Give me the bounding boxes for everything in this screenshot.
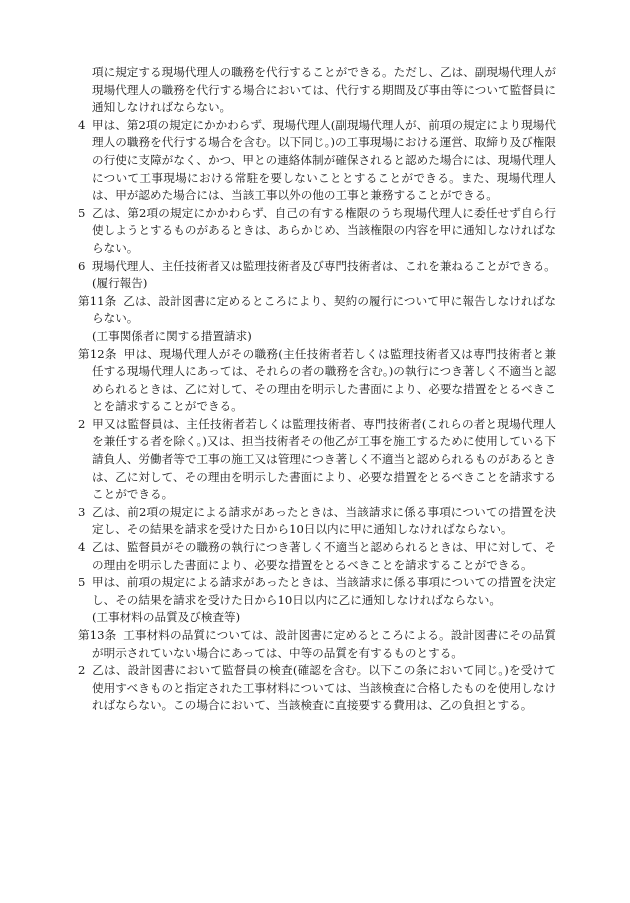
clause-4 (78, 117, 556, 205)
clause-text: 甲は、前項の規定による請求があったときは、当該請求に係る事項についての措置を決定し、その結果を請求を受けた日から10日以内に乙に通知しなければならない。 (92, 575, 556, 607)
clause-6 (78, 258, 556, 276)
article-13 (78, 627, 556, 662)
article-number: 第12条 (78, 346, 117, 361)
article-text: 甲は、現場代理人がその職務(主任技術者若しくは監理技術者又は専門技術者と兼任する現場代理人にあっては、それらの者の職務を含む。)の執行につき著しく不適当と認められるときは、乙に対して、その理由を明示した書面により、必要な措置をとるべきことを請求することができる。 (92, 346, 556, 414)
clause-12-3 (78, 504, 556, 539)
clause-text: 乙は、監督員がその職務の執行につき著しく不適当と認められるときは、甲に対して、その理由を明示した書面により、必要な措置をとるべきことを請求することができる。 (92, 540, 556, 572)
clause-text: 乙は、前2項の規定による請求があったときは、当該請求に係る事項についての措置を決定し、その結果を請求を受けた日から10日以内に甲に通知しなければならない。 (92, 504, 556, 537)
clause-12-4 (78, 539, 556, 574)
clause-text: 乙は、設計図書において監督員の検査(確認を含む。以下この条において同じ。)を受けて使用すべきものと指定された工事材料については、当該検査に合格したものを使用しなければならない。この場合において、当該検査に直接要する費用は、乙の負担とする。 (92, 663, 556, 713)
clause-text: 現場代理人、主任技術者又は監理技術者及び専門技術者は、これを兼ねることができる。 (92, 258, 556, 273)
article-12 (78, 346, 556, 416)
clause-number: 2 (78, 663, 86, 678)
article-text: 工事材料の品質については、設計図書に定めるところによる。設計図書にその品質が明示されていない場合にあっては、中等の品質を有するものとする。 (92, 628, 556, 660)
article-number: 第13条 (78, 628, 117, 642)
clause-number: 5 (78, 205, 86, 220)
clause-12-2 (78, 416, 556, 504)
continuation-paragraph (78, 64, 556, 117)
section-heading-material-quality: (工事材料の品質及び検査等) (92, 610, 241, 625)
article-11 (78, 293, 556, 328)
clause-text: 乙は、第2項の規定にかかわらず、自己の有する権限のうち現場代理人に委任せず自ら行使しようとするものがあるときは、あらかじめ、当該権限の内容を甲に通知しなければならない。 (92, 205, 556, 255)
clause-12-5 (78, 574, 556, 609)
clause-number: 4 (78, 540, 86, 555)
document-body (78, 64, 556, 715)
clause-text: 甲は、第2項の規定にかかわらず、現場代理人(副現場代理人が、前項の規定により現場代理人の職務を代行する場合を含む。以下同じ。)の工事現場における運営、取締り及び権限の行使に支障がなく、かつ、甲との連絡体制が確保されると認めた場合には、現場代理人について工事現場における常駐を要しないこととすることができる。また、現場代理人は、甲が認めた場合には、当該工事以外の他の工事と兼務することができる。 (92, 117, 556, 203)
clause-text: 甲又は監督員は、主任技術者若しくは監理技術者、専門技術者(これらの者と現場代理人を兼任する者を除く。)又は、担当技術者その他乙が工事を施工するために使用している下請負人、労働者等で工事の施工又は管理につき著しく不適当と認められるものがあるときは、乙に対して、その理由を明示した書面により、必要な措置をとるべきことを請求することができる。 (92, 416, 556, 502)
article-text: 乙は、設計図書に定めるところにより、契約の履行について甲に報告しなければならない。 (92, 293, 556, 326)
clause-number: 2 (78, 416, 86, 431)
paragraph-text: 項に規定する現場代理人の職務を代行することができる。ただし、乙は、副現場代理人が現場代理人の職務を代行する場合においては、代行する期間及び事由等について監督員に通知しなければならない。 (92, 65, 556, 115)
section-heading-measures-request: (工事関係者に関する措置請求) (92, 328, 252, 343)
section-heading-performance-report: (履行報告) (92, 276, 148, 291)
clause-number: 4 (78, 117, 86, 132)
clause-number: 6 (78, 258, 86, 273)
clause-13-2 (78, 662, 556, 715)
clause-number: 5 (78, 575, 86, 590)
clause-number: 3 (78, 504, 86, 519)
article-number: 第11条 (78, 293, 117, 308)
clause-5 (78, 205, 556, 258)
